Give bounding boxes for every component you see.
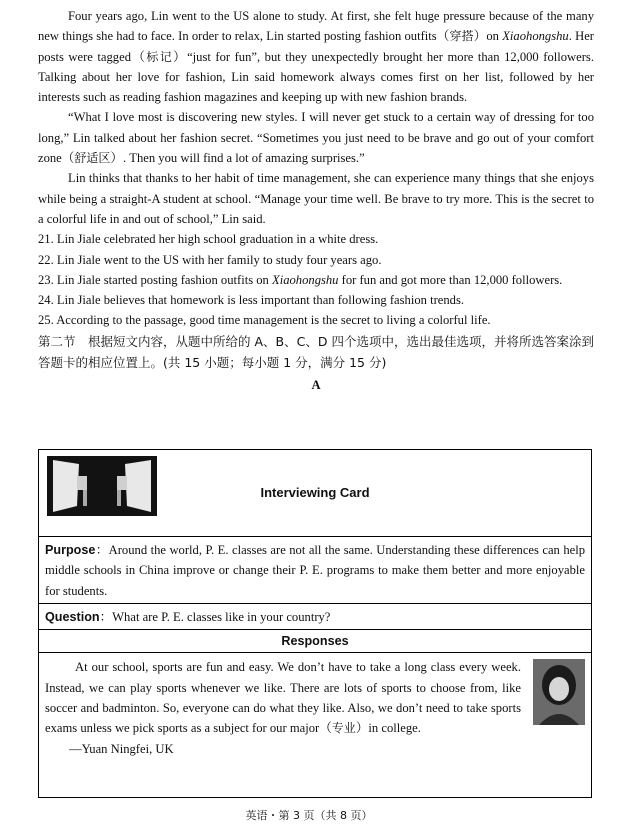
paragraph-2: “What I love most is discovering new styles. I will never get stuck to a certain way of dressing for too long,” Lin talked about her fashion secret. “Sometimes you just need to be brave and go out of your comfort zone（舒适区）. Then you will find a lot of amazing surprises.” bbox=[38, 110, 594, 166]
interviewing-card bbox=[38, 449, 592, 798]
purpose-row: Purpose：Around the world, P. E. classes are not all the same. Understanding these differences can help middle schools in China improve or change their P. E. programs to make them better and more enjoyable for students. bbox=[39, 537, 591, 604]
question-label: Question bbox=[45, 609, 100, 624]
card-header bbox=[39, 450, 591, 537]
card-title: Interviewing Card bbox=[260, 485, 370, 500]
question-row: Question：What are P. E. classes like in your country? bbox=[39, 604, 591, 630]
responses-title: Responses bbox=[39, 630, 591, 653]
purpose-label: Purpose bbox=[45, 543, 96, 557]
page-footer: 英语・第 3 页（共 8 页） bbox=[245, 809, 373, 822]
paragraph-1: Four years ago, Lin went to the US alone to study. At first, she felt huge pressure because of the many new things she had to face. In order to relax, Lin started posting fashion outfits（穿搭）on Xiaohongshu. Her posts were tagged（标记）“just for fun”, but they unexpectedly brought her more than 12,000 followers. Talking about her love for fashion, Lin said homework always comes first on her list, followed by her interests such as reading fashion magazines and keeping up with new fashion brands. bbox=[38, 9, 594, 105]
section-label: A bbox=[311, 377, 321, 392]
response-text: At our school, sports are fun and easy. We don’t have to take a long class every week. Instead, we can play sports whenever we like. There are lots of sports to choose from, like soccer and badminton. So, everyone can do what they like. Also, we don’t need to take sports exams unless we pick sports as a subject for our major（专业）in college. bbox=[45, 660, 521, 736]
statement-22: 22. Lin Jiale went to the US with her family to study four years ago. bbox=[38, 252, 382, 267]
passage bbox=[38, 6, 594, 398]
purpose-text: Around the world, P. E. classes are not all the same. Understanding these differences can help middle schools in China improve or change their P. E. programs to make them better and more enjoyable for students. bbox=[45, 543, 586, 598]
paragraph-3: Lin thinks that thanks to her habit of time management, she can experience many things that she enjoys while being a straight-A student at school. “Manage your time well. Be brave to try more. This is the secret to a colorful life in and out of school,” Lin said. bbox=[38, 171, 594, 226]
part2-instruction: 第二节 根据短文内容，从题中所给的 A、B、C、D 四个选项中，选出最佳选项，并将所选答案涂到答题卡的相应位置上。(共 15 小题；每小题 1 分，满分 15 分) bbox=[38, 333, 594, 370]
question-text: What are P. E. classes like in your country? bbox=[112, 609, 331, 624]
response-signature: —Yuan Ningfei, UK bbox=[69, 741, 174, 756]
statement-24: 24. Lin Jiale believes that homework is less important than following fashion trends. bbox=[38, 293, 465, 308]
student-photo bbox=[533, 659, 585, 725]
statement-25: 25. According to the passage, good time management is the secret to living a colorful life. bbox=[38, 313, 491, 328]
statement-23: 23. Lin Jiale started posting fashion outfits on Xiaohongshu for fun and got more than 12,000 followers. bbox=[38, 272, 563, 287]
response bbox=[39, 653, 591, 758]
statement-21: 21. Lin Jiale celebrated her high school graduation in a white dress. bbox=[38, 232, 379, 247]
